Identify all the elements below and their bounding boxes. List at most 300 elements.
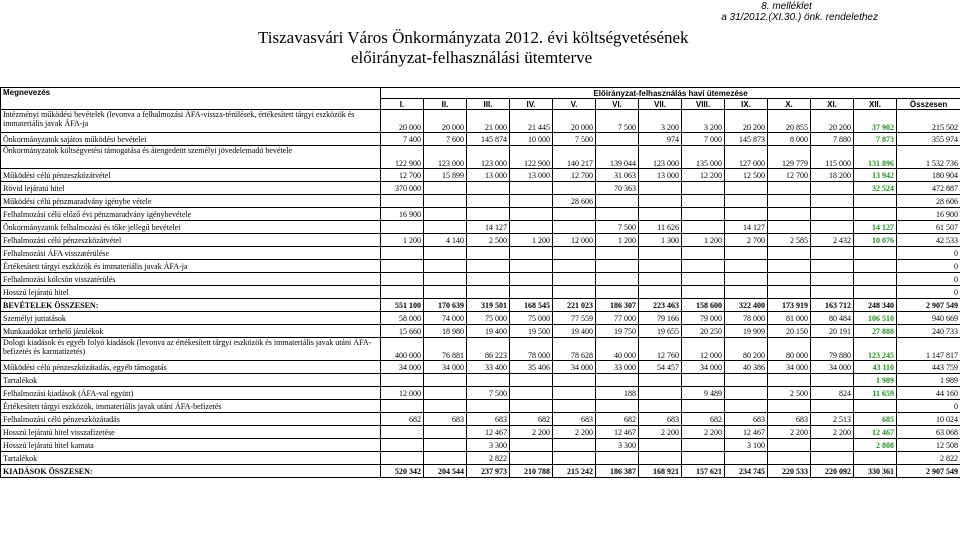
month-value-cell: 13 942 [854, 169, 897, 182]
table-row [1, 273, 960, 286]
month-value-cell [596, 208, 639, 221]
table-row [1, 338, 960, 361]
row-label: Működési célú pénzmaradvány igénybe vétele [1, 195, 381, 208]
header-month: V. [553, 99, 596, 110]
month-value-cell [639, 195, 682, 208]
month-value-cell: 3 200 [639, 110, 682, 133]
month-value-cell [682, 286, 725, 299]
month-value-cell [811, 374, 854, 387]
month-value-cell: 7 500 [596, 221, 639, 234]
month-value-cell [424, 400, 467, 413]
month-value-cell: 12 760 [639, 338, 682, 361]
row-total-cell: 940 669 [897, 312, 960, 325]
month-value-cell: 1 200 [381, 234, 424, 247]
month-value-cell: 186 387 [596, 465, 639, 478]
month-value-cell: 37 902 [854, 110, 897, 133]
month-value-cell: 31 063 [596, 169, 639, 182]
month-value-cell [510, 400, 553, 413]
month-value-cell [854, 400, 897, 413]
month-value-cell: 19 655 [639, 325, 682, 338]
month-value-cell: 682 [596, 413, 639, 426]
row-total-cell: 443 759 [897, 361, 960, 374]
annex-regulation: a 31/2012.(XI.30.) önk. rendelethez [721, 12, 878, 23]
month-value-cell: 210 788 [510, 465, 553, 478]
month-value-cell [725, 273, 768, 286]
month-value-cell: 2 808 [854, 439, 897, 452]
month-value-cell: 221 023 [553, 299, 596, 312]
month-value-cell: 106 510 [854, 312, 897, 325]
month-value-cell: 34 000 [811, 361, 854, 374]
month-value-cell [553, 182, 596, 195]
month-value-cell [424, 208, 467, 221]
month-value-cell: 86 223 [467, 338, 510, 361]
month-value-cell: 58 000 [381, 312, 424, 325]
table-row [1, 182, 960, 195]
month-value-cell [424, 260, 467, 273]
month-value-cell [510, 374, 553, 387]
month-value-cell: 2 200 [768, 426, 811, 439]
month-value-cell: 77 000 [596, 312, 639, 325]
month-value-cell: 12 500 [725, 169, 768, 182]
month-value-cell: 3 300 [596, 439, 639, 452]
month-value-cell: 682 [381, 413, 424, 426]
month-value-cell: 75 000 [510, 312, 553, 325]
month-value-cell: 131 896 [854, 146, 897, 169]
month-value-cell [682, 182, 725, 195]
month-value-cell [768, 400, 811, 413]
month-value-cell [467, 273, 510, 286]
month-value-cell: 223 463 [639, 299, 682, 312]
month-value-cell [768, 439, 811, 452]
row-label: Felhalmozási kiadások (ÁFA-val együtt) [1, 387, 381, 400]
month-value-cell: 400 000 [381, 338, 424, 361]
month-value-cell: 682 [682, 413, 725, 426]
month-value-cell: 27 888 [854, 325, 897, 338]
month-value-cell: 35 406 [510, 361, 553, 374]
header-month: IX. [725, 99, 768, 110]
month-value-cell [639, 286, 682, 299]
row-total-cell: 0 [897, 400, 960, 413]
month-value-cell [725, 182, 768, 195]
month-value-cell: 135 000 [682, 146, 725, 169]
month-value-cell [467, 182, 510, 195]
row-label: BEVÉTELEK ÖSSZESEN: [1, 299, 381, 312]
month-value-cell [510, 208, 553, 221]
month-value-cell: 1 300 [639, 234, 682, 247]
month-value-cell [725, 400, 768, 413]
month-value-cell [596, 195, 639, 208]
month-value-cell [639, 452, 682, 465]
month-value-cell: 16 900 [381, 208, 424, 221]
month-value-cell: 2 200 [682, 426, 725, 439]
month-value-cell [510, 452, 553, 465]
month-value-cell [854, 208, 897, 221]
month-value-cell [811, 195, 854, 208]
header-month: XII. [854, 99, 897, 110]
month-value-cell [768, 374, 811, 387]
month-value-cell: 20 200 [725, 110, 768, 133]
month-value-cell: 145 874 [467, 133, 510, 146]
row-label: Intézményi működési bevételek (levonva a felhalmozási ÁFA-vissza-térülések, értékesített tárgyi eszközök és immateriális javak ÁFA-ja [1, 110, 381, 133]
row-label: Önkormányzatok felhalmozási és tőke jellegű bevételei [1, 221, 381, 234]
month-value-cell: 683 [639, 413, 682, 426]
month-value-cell: 40 386 [725, 361, 768, 374]
month-value-cell: 824 [811, 387, 854, 400]
month-value-cell: 7 600 [424, 133, 467, 146]
table-body [1, 110, 960, 478]
month-value-cell: 74 000 [424, 312, 467, 325]
month-value-cell [768, 247, 811, 260]
month-value-cell: 14 127 [854, 221, 897, 234]
month-value-cell: 7 000 [682, 133, 725, 146]
month-value-cell [424, 387, 467, 400]
month-value-cell: 2 822 [467, 452, 510, 465]
month-value-cell [639, 208, 682, 221]
row-label: Működési célú pénzeszközátadás, egyéb támogatás [1, 361, 381, 374]
month-value-cell [725, 247, 768, 260]
month-value-cell [553, 374, 596, 387]
month-value-cell [596, 260, 639, 273]
month-value-cell: 370 000 [381, 182, 424, 195]
month-value-cell [811, 247, 854, 260]
month-value-cell: 40 000 [596, 338, 639, 361]
annex-number: 8. melléklet [761, 1, 812, 12]
header-month: X. [768, 99, 811, 110]
row-total-cell: 16 900 [897, 208, 960, 221]
month-value-cell [725, 452, 768, 465]
month-value-cell: 12 000 [381, 387, 424, 400]
month-value-cell [553, 221, 596, 234]
month-value-cell [424, 247, 467, 260]
month-value-cell: 3 100 [725, 439, 768, 452]
month-value-cell [854, 195, 897, 208]
month-value-cell: 158 600 [682, 299, 725, 312]
table-row [1, 234, 960, 247]
month-value-cell [424, 426, 467, 439]
month-value-cell: 173 919 [768, 299, 811, 312]
month-value-cell [811, 286, 854, 299]
row-total-cell: 0 [897, 286, 960, 299]
month-value-cell: 18 200 [811, 169, 854, 182]
month-value-cell: 163 712 [811, 299, 854, 312]
table-row [1, 208, 960, 221]
month-value-cell: 12 700 [553, 169, 596, 182]
month-value-cell: 123 245 [854, 338, 897, 361]
header-total: Összesen [897, 99, 960, 110]
row-label: Tartalékok [1, 452, 381, 465]
month-value-cell: 21 445 [510, 110, 553, 133]
month-value-cell: 11 626 [639, 221, 682, 234]
month-value-cell: 34 000 [424, 361, 467, 374]
header-month: VI. [596, 99, 639, 110]
month-value-cell: 2 200 [639, 426, 682, 439]
month-value-cell: 129 779 [768, 146, 811, 169]
month-value-cell: 157 621 [682, 465, 725, 478]
month-value-cell: 21 000 [467, 110, 510, 133]
month-value-cell [854, 452, 897, 465]
month-value-cell [596, 374, 639, 387]
header-month: I. [381, 99, 424, 110]
table-row [1, 169, 960, 182]
month-value-cell [553, 400, 596, 413]
month-value-cell [510, 182, 553, 195]
month-value-cell: 13 000 [639, 169, 682, 182]
row-label: KIADÁSOK ÖSSZESEN: [1, 465, 381, 478]
month-value-cell [467, 286, 510, 299]
row-label: Hosszú lejáratú hitel kamata [1, 439, 381, 452]
month-value-cell [424, 273, 467, 286]
month-value-cell: 14 127 [467, 221, 510, 234]
month-value-cell [854, 286, 897, 299]
table-row [1, 299, 960, 312]
month-value-cell [596, 247, 639, 260]
month-value-cell: 520 342 [381, 465, 424, 478]
month-value-cell [639, 439, 682, 452]
month-value-cell: 551 100 [381, 299, 424, 312]
month-value-cell [725, 286, 768, 299]
row-label: Önkormányzatok költségvetési támogatása és átengedettt személyi jövedelemadó bevétele [1, 146, 381, 169]
table-row [1, 247, 960, 260]
month-value-cell: 12 467 [725, 426, 768, 439]
month-value-cell [811, 221, 854, 234]
month-value-cell: 12 000 [682, 338, 725, 361]
month-value-cell: 123 000 [467, 146, 510, 169]
row-label: Felhalmozási célú pénzeszközátadás [1, 413, 381, 426]
month-value-cell: 682 [510, 413, 553, 426]
month-value-cell [682, 439, 725, 452]
row-total-cell: 10 024 [897, 413, 960, 426]
month-value-cell: 32 524 [854, 182, 897, 195]
row-total-cell: 0 [897, 260, 960, 273]
month-value-cell: 12 467 [596, 426, 639, 439]
month-value-cell [811, 260, 854, 273]
month-value-cell: 10 076 [854, 234, 897, 247]
month-value-cell: 80 000 [768, 338, 811, 361]
month-value-cell [467, 247, 510, 260]
month-value-cell [768, 182, 811, 195]
month-value-cell: 123 000 [424, 146, 467, 169]
month-value-cell [639, 273, 682, 286]
month-value-cell [639, 374, 682, 387]
month-value-cell: 8 000 [768, 133, 811, 146]
row-total-cell: 2 822 [897, 452, 960, 465]
month-value-cell [510, 273, 553, 286]
row-total-cell: 44 160 [897, 387, 960, 400]
month-value-cell: 20 150 [768, 325, 811, 338]
month-value-cell [467, 208, 510, 221]
table-row [1, 413, 960, 426]
month-value-cell: 186 307 [596, 299, 639, 312]
row-total-cell: 180 904 [897, 169, 960, 182]
header-month: IV. [510, 99, 553, 110]
month-value-cell: 1 989 [854, 374, 897, 387]
month-value-cell: 319 501 [467, 299, 510, 312]
month-value-cell: 2 513 [811, 413, 854, 426]
month-value-cell: 122 900 [510, 146, 553, 169]
month-value-cell [811, 182, 854, 195]
month-value-cell [381, 221, 424, 234]
table-row [1, 387, 960, 400]
month-value-cell [381, 452, 424, 465]
month-value-cell: 237 973 [467, 465, 510, 478]
month-value-cell: 19 400 [467, 325, 510, 338]
month-value-cell: 248 340 [854, 299, 897, 312]
month-value-cell: 322 400 [725, 299, 768, 312]
month-value-cell [639, 247, 682, 260]
month-value-cell: 79 166 [639, 312, 682, 325]
month-value-cell: 20 000 [553, 110, 596, 133]
month-value-cell [381, 374, 424, 387]
month-value-cell [381, 273, 424, 286]
month-value-cell: 20 250 [682, 325, 725, 338]
month-value-cell [811, 439, 854, 452]
month-value-cell [596, 286, 639, 299]
row-total-cell: 42 533 [897, 234, 960, 247]
month-value-cell: 127 000 [725, 146, 768, 169]
month-value-cell [467, 374, 510, 387]
month-value-cell: 80 484 [811, 312, 854, 325]
month-value-cell [553, 260, 596, 273]
month-value-cell: 33 000 [596, 361, 639, 374]
month-value-cell [768, 286, 811, 299]
month-value-cell [381, 439, 424, 452]
month-value-cell: 13 000 [510, 169, 553, 182]
month-value-cell: 12 467 [467, 426, 510, 439]
month-value-cell: 204 544 [424, 465, 467, 478]
month-value-cell: 70 363 [596, 182, 639, 195]
row-total-cell: 2 907 549 [897, 465, 960, 478]
header-month: XI. [811, 99, 854, 110]
month-value-cell: 7 500 [553, 133, 596, 146]
header-name: Megnevezés [1, 88, 381, 110]
month-value-cell [553, 247, 596, 260]
month-value-cell [381, 286, 424, 299]
month-value-cell [510, 387, 553, 400]
row-label: Működési célú pénzeszközátvétel [1, 169, 381, 182]
month-value-cell: 20 191 [811, 325, 854, 338]
month-value-cell [553, 439, 596, 452]
row-total-cell: 355 974 [897, 133, 960, 146]
month-value-cell [510, 247, 553, 260]
month-value-cell [725, 374, 768, 387]
month-value-cell: 79 000 [682, 312, 725, 325]
month-value-cell: 115 000 [811, 146, 854, 169]
month-value-cell [424, 182, 467, 195]
month-value-cell: 7 880 [811, 133, 854, 146]
month-value-cell: 12 467 [854, 426, 897, 439]
title-line-1: Tiszavasvári Város Önkormányzata 2012. évi költségvetésének [258, 28, 689, 47]
month-value-cell [854, 260, 897, 273]
table-row [1, 286, 960, 299]
month-value-cell [424, 439, 467, 452]
month-value-cell: 10 000 [510, 133, 553, 146]
month-value-cell: 12 700 [381, 169, 424, 182]
month-value-cell: 683 [467, 413, 510, 426]
month-value-cell [510, 439, 553, 452]
month-value-cell: 140 217 [553, 146, 596, 169]
month-value-cell: 2 585 [768, 234, 811, 247]
table-row [1, 312, 960, 325]
month-value-cell [596, 452, 639, 465]
month-value-cell: 4 140 [424, 234, 467, 247]
month-value-cell: 20 200 [811, 110, 854, 133]
month-value-cell: 12 200 [682, 169, 725, 182]
month-value-cell [381, 195, 424, 208]
month-value-cell [811, 273, 854, 286]
month-value-cell: 168 921 [639, 465, 682, 478]
table-row [1, 146, 960, 169]
header-group: Előirányzat-felhasználás havi ütemezése [381, 88, 960, 99]
row-label: Értékesített tárgyi eszközök, immateriális javak utáni ÁFA-befizetés [1, 400, 381, 413]
month-value-cell [639, 400, 682, 413]
row-label: Hosszú lejáratú hitel [1, 286, 381, 299]
month-value-cell: 14 127 [725, 221, 768, 234]
month-value-cell: 18 980 [424, 325, 467, 338]
month-value-cell: 683 [725, 413, 768, 426]
row-total-cell: 0 [897, 247, 960, 260]
row-total-cell: 215 502 [897, 110, 960, 133]
row-label: Hosszú lejáratú hitel visszafizetése [1, 426, 381, 439]
header-month: VII. [639, 99, 682, 110]
month-value-cell: 80 200 [725, 338, 768, 361]
month-value-cell [553, 387, 596, 400]
month-value-cell: 7 400 [381, 133, 424, 146]
row-label: Munkaadókat terhelő járulékok [1, 325, 381, 338]
month-value-cell [682, 374, 725, 387]
month-value-cell [381, 247, 424, 260]
month-value-cell: 7 500 [596, 110, 639, 133]
month-value-cell: 683 [424, 413, 467, 426]
month-value-cell: 2 700 [725, 234, 768, 247]
month-value-cell [467, 195, 510, 208]
month-value-cell [596, 273, 639, 286]
header-month: III. [467, 99, 510, 110]
header-row-group [1, 88, 960, 99]
row-label: Dologi kiadások és egyéb folyó kiadások (levonva az értékesített tárgyi eszközök és immateriális javak utáni ÁFA-befizetés és karmatizetés) [1, 338, 381, 361]
month-value-cell: 54 457 [639, 361, 682, 374]
month-value-cell: 81 000 [768, 312, 811, 325]
month-value-cell: 9 489 [682, 387, 725, 400]
month-value-cell: 20 000 [381, 110, 424, 133]
row-label: Felhalmozási kölcsön visszatérülés [1, 273, 381, 286]
month-value-cell [811, 208, 854, 221]
month-value-cell [424, 221, 467, 234]
month-value-cell [553, 208, 596, 221]
month-value-cell: 3 300 [467, 439, 510, 452]
month-value-cell: 683 [553, 413, 596, 426]
row-label: Tartalékok [1, 374, 381, 387]
month-value-cell: 20 855 [768, 110, 811, 133]
schedule-table [0, 87, 960, 478]
table-row [1, 110, 960, 133]
month-value-cell: 7 873 [854, 133, 897, 146]
month-value-cell: 2 200 [553, 426, 596, 439]
month-value-cell [682, 260, 725, 273]
month-value-cell: 19 909 [725, 325, 768, 338]
month-value-cell [639, 182, 682, 195]
month-value-cell: 139 044 [596, 146, 639, 169]
month-value-cell: 28 606 [553, 195, 596, 208]
table-row [1, 325, 960, 338]
month-value-cell [682, 221, 725, 234]
month-value-cell [639, 387, 682, 400]
month-value-cell [725, 208, 768, 221]
month-value-cell: 79 880 [811, 338, 854, 361]
month-value-cell: 13 000 [467, 169, 510, 182]
row-total-cell: 28 606 [897, 195, 960, 208]
table-row [1, 465, 960, 478]
month-value-cell: 170 639 [424, 299, 467, 312]
